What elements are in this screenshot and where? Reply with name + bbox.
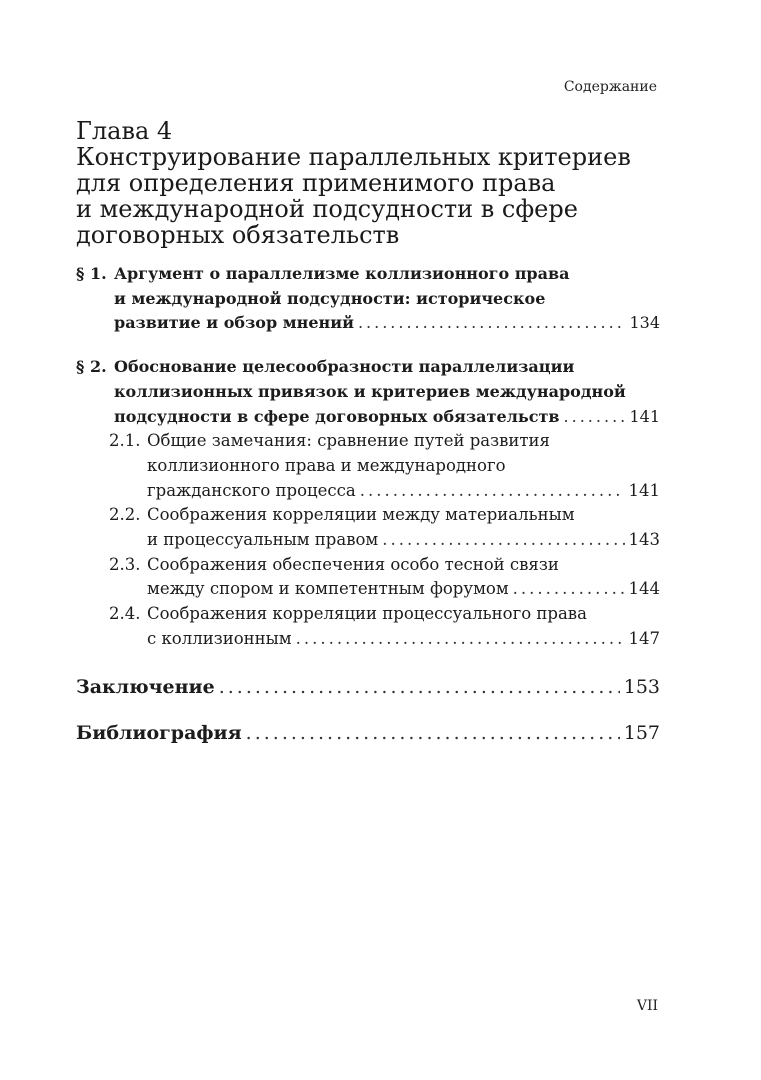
entry-title-line: и процессуальным правом	[147, 530, 379, 550]
entry-title: Заключение	[76, 675, 215, 698]
toc-entry-subsection-2-4[interactable]	[76, 602, 660, 651]
table-of-contents	[76, 262, 660, 746]
subsection-number: 2.1.	[109, 431, 141, 451]
page-number: 134	[629, 313, 660, 333]
dot-leader	[564, 405, 626, 430]
page-number: 153	[623, 675, 660, 698]
toc-entry-bibliography[interactable]	[76, 721, 660, 746]
page-number: 157	[623, 722, 660, 745]
chapter-title-line: Конструирование параллельных критериев	[76, 143, 631, 171]
chapter-title-line: и международной подсудности в сфере	[76, 195, 578, 223]
entry-title: Библиография	[76, 722, 242, 745]
toc-entry-subsection-2-3[interactable]	[76, 553, 660, 602]
page-number: 143	[628, 530, 660, 550]
dot-leader	[358, 311, 626, 336]
toc-entry-section-2[interactable]	[76, 355, 660, 429]
dot-leader	[219, 675, 620, 700]
entry-title-line: Аргумент о параллелизме коллизионного права	[114, 264, 570, 283]
dot-leader	[296, 627, 625, 652]
toc-entry-subsection-2-1[interactable]	[76, 429, 660, 503]
dot-leader	[246, 721, 620, 746]
subsection-number: 2.4.	[109, 604, 141, 624]
entry-title-line: и международной подсудности: историческое	[114, 288, 546, 308]
dot-leader	[513, 577, 625, 602]
section-number: § 2.	[76, 357, 107, 377]
page-number: 141	[628, 480, 660, 500]
dot-leader	[382, 528, 624, 553]
page-number: 144	[628, 579, 660, 599]
chapter-title-line: договорных обязательств	[76, 221, 400, 249]
entry-title-line: Обоснование целесообразности параллелизации	[114, 357, 575, 377]
chapter-heading	[76, 118, 666, 248]
entry-title-line: между спором и компетентным форумом	[147, 579, 509, 599]
entry-title-line: Соображения корреляции между материальным	[147, 505, 575, 525]
entry-title-line: коллизионного права и международного	[147, 455, 506, 475]
dot-leader	[360, 479, 625, 504]
entry-title-line: Соображения корреляции процессуального права	[147, 604, 587, 624]
page-number: 147	[628, 628, 660, 648]
entry-title-line: коллизионных привязок и критериев международной	[114, 381, 626, 401]
toc-entry-section-1[interactable]	[76, 262, 660, 336]
toc-entry-conclusion[interactable]	[76, 675, 660, 700]
entry-title-line: гражданского процесса	[147, 480, 356, 500]
entry-title-line: с коллизионным	[147, 628, 292, 648]
running-head: Содержание	[563, 79, 657, 95]
entry-title-line: подсудности в сфере договорных обязательств	[114, 406, 560, 426]
chapter-title-line: для определения применимого права	[76, 169, 556, 197]
subsection-number: 2.2.	[109, 505, 141, 525]
chapter-label: Глава 4	[76, 117, 173, 145]
page-folio: VII	[636, 998, 658, 1014]
subsection-number: 2.3.	[109, 554, 141, 574]
toc-entry-subsection-2-2[interactable]	[76, 503, 660, 552]
entry-title-line: Соображения обеспечения особо тесной связи	[147, 554, 559, 574]
section-number: § 1.	[76, 264, 107, 283]
entry-title-line: Общие замечания: сравнение путей развития	[147, 431, 550, 451]
page-number: 141	[629, 406, 660, 426]
entry-title-line: развитие и обзор мнений	[114, 313, 354, 333]
